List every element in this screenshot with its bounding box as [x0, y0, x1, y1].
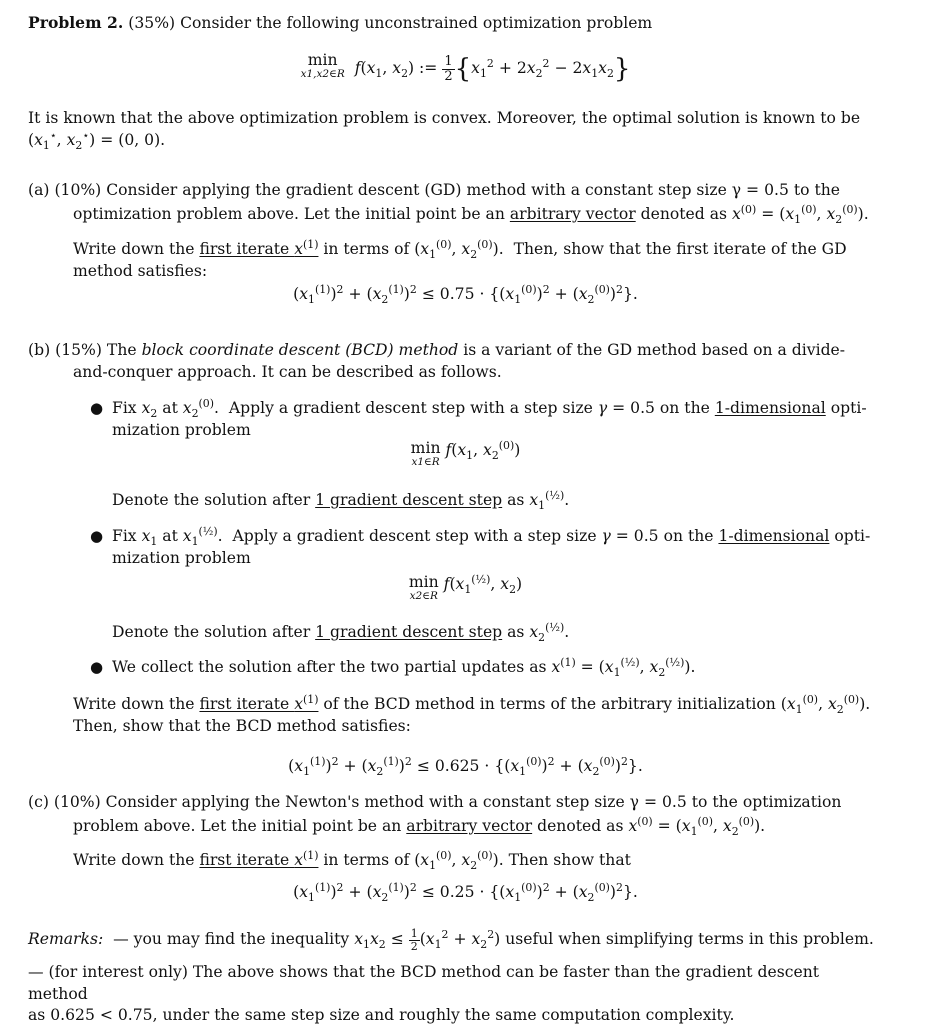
part-a-write: Write down the first iterate $x^{(1)}$ in terms of ($x_1^{(0)}$, $x_2^{(0)}$). Then, show that the first iterate of the GD method satisfies: [73, 237, 847, 280]
part-c-line2: problem above. Let the initial point be an arbitrary vector denoted as $x^{(0)} = (x_1^{(0)}$, $x_2^{(0)}$). [73, 814, 766, 839]
part-b-intro-line2: and-conquer approach. It can be described as follows. [73, 363, 502, 381]
bullet-dot: ● [90, 658, 104, 676]
convexity-statement: It is known that the above optimization problem is convex. Moreover, the optimal solution is known to be ($x_1^⋆$, $x_2^⋆) = (0$, 0). [28, 109, 861, 152]
optimal-solution: ($x_1^⋆$, $x_2^⋆) = (0$, 0). [28, 128, 166, 152]
problem-title: Problem 2. [28, 13, 124, 32]
part-b-bullet3: We collect the solution after the two partial updates as $x^{(1)} = (x_1^{(\frac{1}{2})}$, $x_2^{(\frac{1}{2})}$). [112, 655, 696, 680]
part-a-inequality: $(x_1^{(1)})^2 + (x_2^{(1)})^2 \le 0.75 \cdot \{(x_1^{(0)})^2 + (x_2^{(0)})^2\}$. [293, 282, 638, 307]
remarks-line1: Remarks: — you may find the inequality $x_1x_2$ ≤ $\frac{1}{2}$ $(x_1^2 + x_2^2)$ useful when simplifying terms in this problem. [28, 927, 874, 953]
bullet2-min: min x2∈R $f(x_1^{(\frac{1}{2})}$, $x_2$) [408, 572, 523, 603]
part-c-label: (c) [28, 793, 49, 811]
bullet1-min: min x1∈R $f(x_1$, $x_2^{(0)}$) [410, 438, 521, 469]
bullet-dot: ● [90, 527, 104, 545]
problem-header [28, 12, 878, 35]
part-b: (b) (15%) The block coordinate descent (BCD) method is a variant of the GD method based on a divide- [28, 341, 846, 359]
objective-min: min x1,x2∈R [300, 51, 345, 81]
part-c: (c) (10%) Consider applying the Newton's method with a constant step size γ = 0.5 to the optimization [28, 793, 842, 811]
remarks-label: Remarks: [28, 930, 104, 949]
part-b-bullet1: Fix $x_2$ at $x_2^{(0)}$. Apply a gradient descent step with a step size γ = 0.5 on the 1-dimensional opti- mization problem [112, 396, 867, 439]
part-b-bullet2: Fix $x_1$ at $x_1^{(\frac{1}{2})}$. Apply a gradient descent step with a step size γ = 0.5 on the 1-dimensional opti- mization problem [112, 524, 871, 567]
part-c-inequality: $(x_1^{(1)})^2 + (x_2^{(1)})^2 \le 0.25 \cdot \{(x_1^{(0)})^2 + (x_2^{(0)})^2\}$. [293, 880, 638, 905]
part-a-line2: optimization problem above. Let the initial point be an arbitrary vector denoted as $x^{(0)} = (x_1^{(0)}$, $x_2^{(0)}$). [73, 202, 869, 227]
part-b-inequality: $(x_1^{(1)})^2 + (x_2^{(1)})^2 \le 0.625 \cdot \{(x_1^{(0)})^2 + (x_2^{(0)})^2\}$. [288, 754, 643, 779]
part-a-label: (a) [28, 181, 50, 199]
part-b-label: (b) [28, 341, 51, 359]
bullet2-denote: Denote the solution after 1 gradient descent step as $x_2^{(\frac{1}{2})}$. [112, 620, 570, 645]
problem-weight: (35%) [128, 14, 176, 32]
objective-equation: min x1,x2∈R $f(x_1$, $x_2$) := $\frac{1}{2}$ $\{x_1^2 + 2x_2^2 - 2x_1x_2\}$ [300, 51, 631, 84]
part-c-write: Write down the first iterate $x^{(1)}$ in terms of ($x_1^{(0)}$, $x_2^{(0)}$). Then show that [73, 848, 631, 873]
part-b-write: Write down the first iterate $x^{(1)}$ of the BCD method in terms of the arbitrary initialization ($x_1^{(0)}$, $x_2^{(0)}$). Then, show that the BCD method satisfies: [73, 692, 871, 735]
problem-intro: Consider the following unconstrained optimization problem [180, 14, 653, 32]
part-c-weight: (10%) [53, 793, 101, 811]
remarks-line2: — (for interest only) The above shows that the BCD method can be faster than the gradient descent method as 0.625 < 0.75, under the same step size and roughly the same computation complexity. [28, 963, 820, 1025]
part-a: (a) (10%) Consider applying the gradient descent (GD) method with a constant step size γ = 0.5 to the [28, 181, 840, 199]
bullet1-denote: Denote the solution after 1 gradient descent step as $x_1^{(\frac{1}{2})}$. [112, 488, 570, 513]
part-b-weight: (15%) [55, 341, 102, 359]
bullet-dot: ● [90, 399, 104, 417]
part-a-weight: (10%) [54, 181, 102, 199]
